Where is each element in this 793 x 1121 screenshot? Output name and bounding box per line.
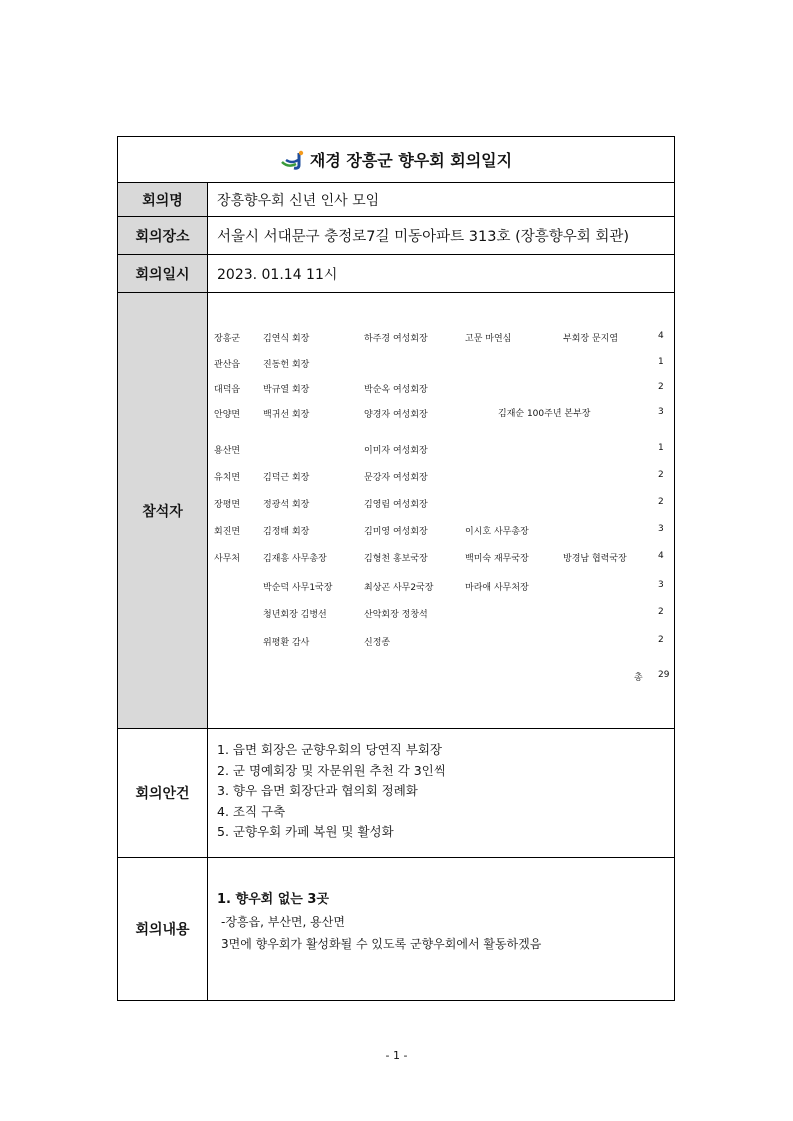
- attendee-region: 안양면: [214, 410, 241, 420]
- title-row: [118, 137, 674, 183]
- attendee-name: 김재흥 사무총장: [263, 554, 327, 564]
- meeting-place-label: 회의장소: [118, 217, 208, 254]
- attendee-count: 3: [658, 407, 664, 417]
- content-line: -장흥읍, 부산면, 용산면: [221, 915, 345, 929]
- content-heading: 1. 향우회 없는 3곳: [217, 892, 329, 907]
- attendee-name: 김덕근 회장: [263, 473, 310, 483]
- attendee-name: 박순옥 여성회장: [364, 385, 428, 395]
- attendee-name: 신정종: [364, 638, 391, 648]
- attendee-region: 장평면: [214, 500, 241, 510]
- attendee-name: 정광석 회장: [263, 500, 310, 510]
- attendee-name: 청년회장 김병선: [263, 610, 327, 620]
- attendees-note: 김재순 100주년 본부장: [498, 409, 591, 419]
- meeting-log-table: [117, 136, 675, 1001]
- content-line: 3면에 향우회가 활성화될 수 있도록 군향우회에서 활동하겠음: [221, 937, 542, 951]
- attendee-count: 3: [658, 580, 664, 590]
- attendee-region: 용산면: [214, 446, 241, 456]
- attendee-name: 마라애 사무처장: [465, 583, 529, 593]
- attendee-count: 2: [658, 607, 664, 617]
- attendee-count: 1: [658, 443, 664, 453]
- meeting-date-row: [118, 255, 674, 293]
- meeting-date-label: 회의일시: [118, 255, 208, 292]
- meeting-name-label: 회의명: [118, 183, 208, 216]
- attendee-count: 4: [658, 331, 664, 341]
- page-number: - 1 -: [385, 1049, 408, 1062]
- meeting-name-row: [118, 183, 674, 217]
- jangheung-logo-icon: [280, 150, 306, 170]
- attendee-count: 2: [658, 382, 664, 392]
- attendee-name: 위평환 감사: [263, 638, 310, 648]
- attendees-row: [118, 293, 674, 729]
- agenda-item: 3. 향우 읍면 회장단과 협의회 정례화: [217, 783, 418, 798]
- agenda-list: [217, 740, 446, 843]
- attendee-region: 대덕읍: [214, 385, 241, 395]
- attendee-region: 유치면: [214, 473, 241, 483]
- attendee-region: 관산읍: [214, 360, 241, 370]
- attendee-name: 김형천 홍보국장: [364, 554, 428, 564]
- agenda-item: 5. 군향우회 카페 복원 및 활성화: [217, 824, 394, 839]
- agenda-item: 1. 읍면 회장은 군향우회의 당연직 부회장: [217, 742, 442, 757]
- attendee-name: 고문 마연심: [465, 334, 512, 344]
- meeting-date-value: 2023. 01.14 11시: [217, 266, 338, 283]
- attendee-name: 최상곤 사무2국장: [364, 583, 434, 593]
- attendees-label: 참석자: [118, 293, 208, 728]
- attendee-name: 하주경 여성회장: [364, 334, 428, 344]
- attendee-name: 김영림 여성회장: [364, 500, 428, 510]
- attendee-name: 부회장 문지염: [563, 334, 619, 344]
- attendee-count: 2: [658, 497, 664, 507]
- meeting-place-row: [118, 217, 674, 255]
- attendee-name: 백귀선 회장: [263, 410, 310, 420]
- attendee-name: 김정태 회장: [263, 527, 310, 537]
- attendee-name: 김연식 회장: [263, 334, 310, 344]
- content-label: 회의내용: [118, 858, 208, 1000]
- attendee-name: 방경남 협력국장: [563, 554, 627, 564]
- attendee-region: 회진면: [214, 527, 241, 537]
- attendee-count: 2: [658, 635, 664, 645]
- attendee-count: 3: [658, 524, 664, 534]
- attendee-name: 박순덕 사무1국장: [263, 583, 333, 593]
- attendee-region: 장흥군: [214, 334, 241, 344]
- attendee-name: 백미숙 재무국장: [465, 554, 529, 564]
- document-title: 재경 장흥군 향우회 회의일지: [309, 151, 513, 170]
- agenda-item: 2. 군 명예회장 및 자문위원 추천 각 3인씩: [217, 762, 446, 778]
- attendee-count: 4: [658, 551, 664, 561]
- attendee-name: 문강자 여성회장: [364, 473, 428, 483]
- attendees-total-label: 총: [634, 673, 643, 683]
- attendee-count: 1: [658, 357, 664, 367]
- attendee-name: 양경자 여성회장: [364, 410, 428, 420]
- attendee-name: 김미영 여성회장: [364, 527, 428, 537]
- agenda-item: 4. 조직 구축: [217, 803, 286, 819]
- attendee-count: 2: [658, 470, 664, 480]
- document-title-wrap: [118, 137, 674, 182]
- attendee-name: 박규열 회장: [263, 385, 310, 395]
- attendee-name: 이시호 사무총장: [465, 527, 529, 537]
- attendee-region: 사무처: [214, 554, 241, 564]
- agenda-row: [118, 729, 674, 858]
- meeting-place-value: 서울시 서대문구 충정로7길 미동아파트 313호 (장흥향우회 회관): [217, 229, 630, 245]
- attendees-total: 29: [658, 670, 670, 680]
- attendee-name: 이미자 여성회장: [364, 446, 428, 456]
- content-row: [118, 858, 674, 1000]
- meeting-name-value: 장흥향우회 신년 인사 모임: [217, 192, 380, 209]
- attendee-name: 산악회장 정창석: [364, 610, 428, 620]
- agenda-label: 회의안건: [118, 729, 208, 857]
- attendee-name: 진동헌 회장: [263, 360, 310, 370]
